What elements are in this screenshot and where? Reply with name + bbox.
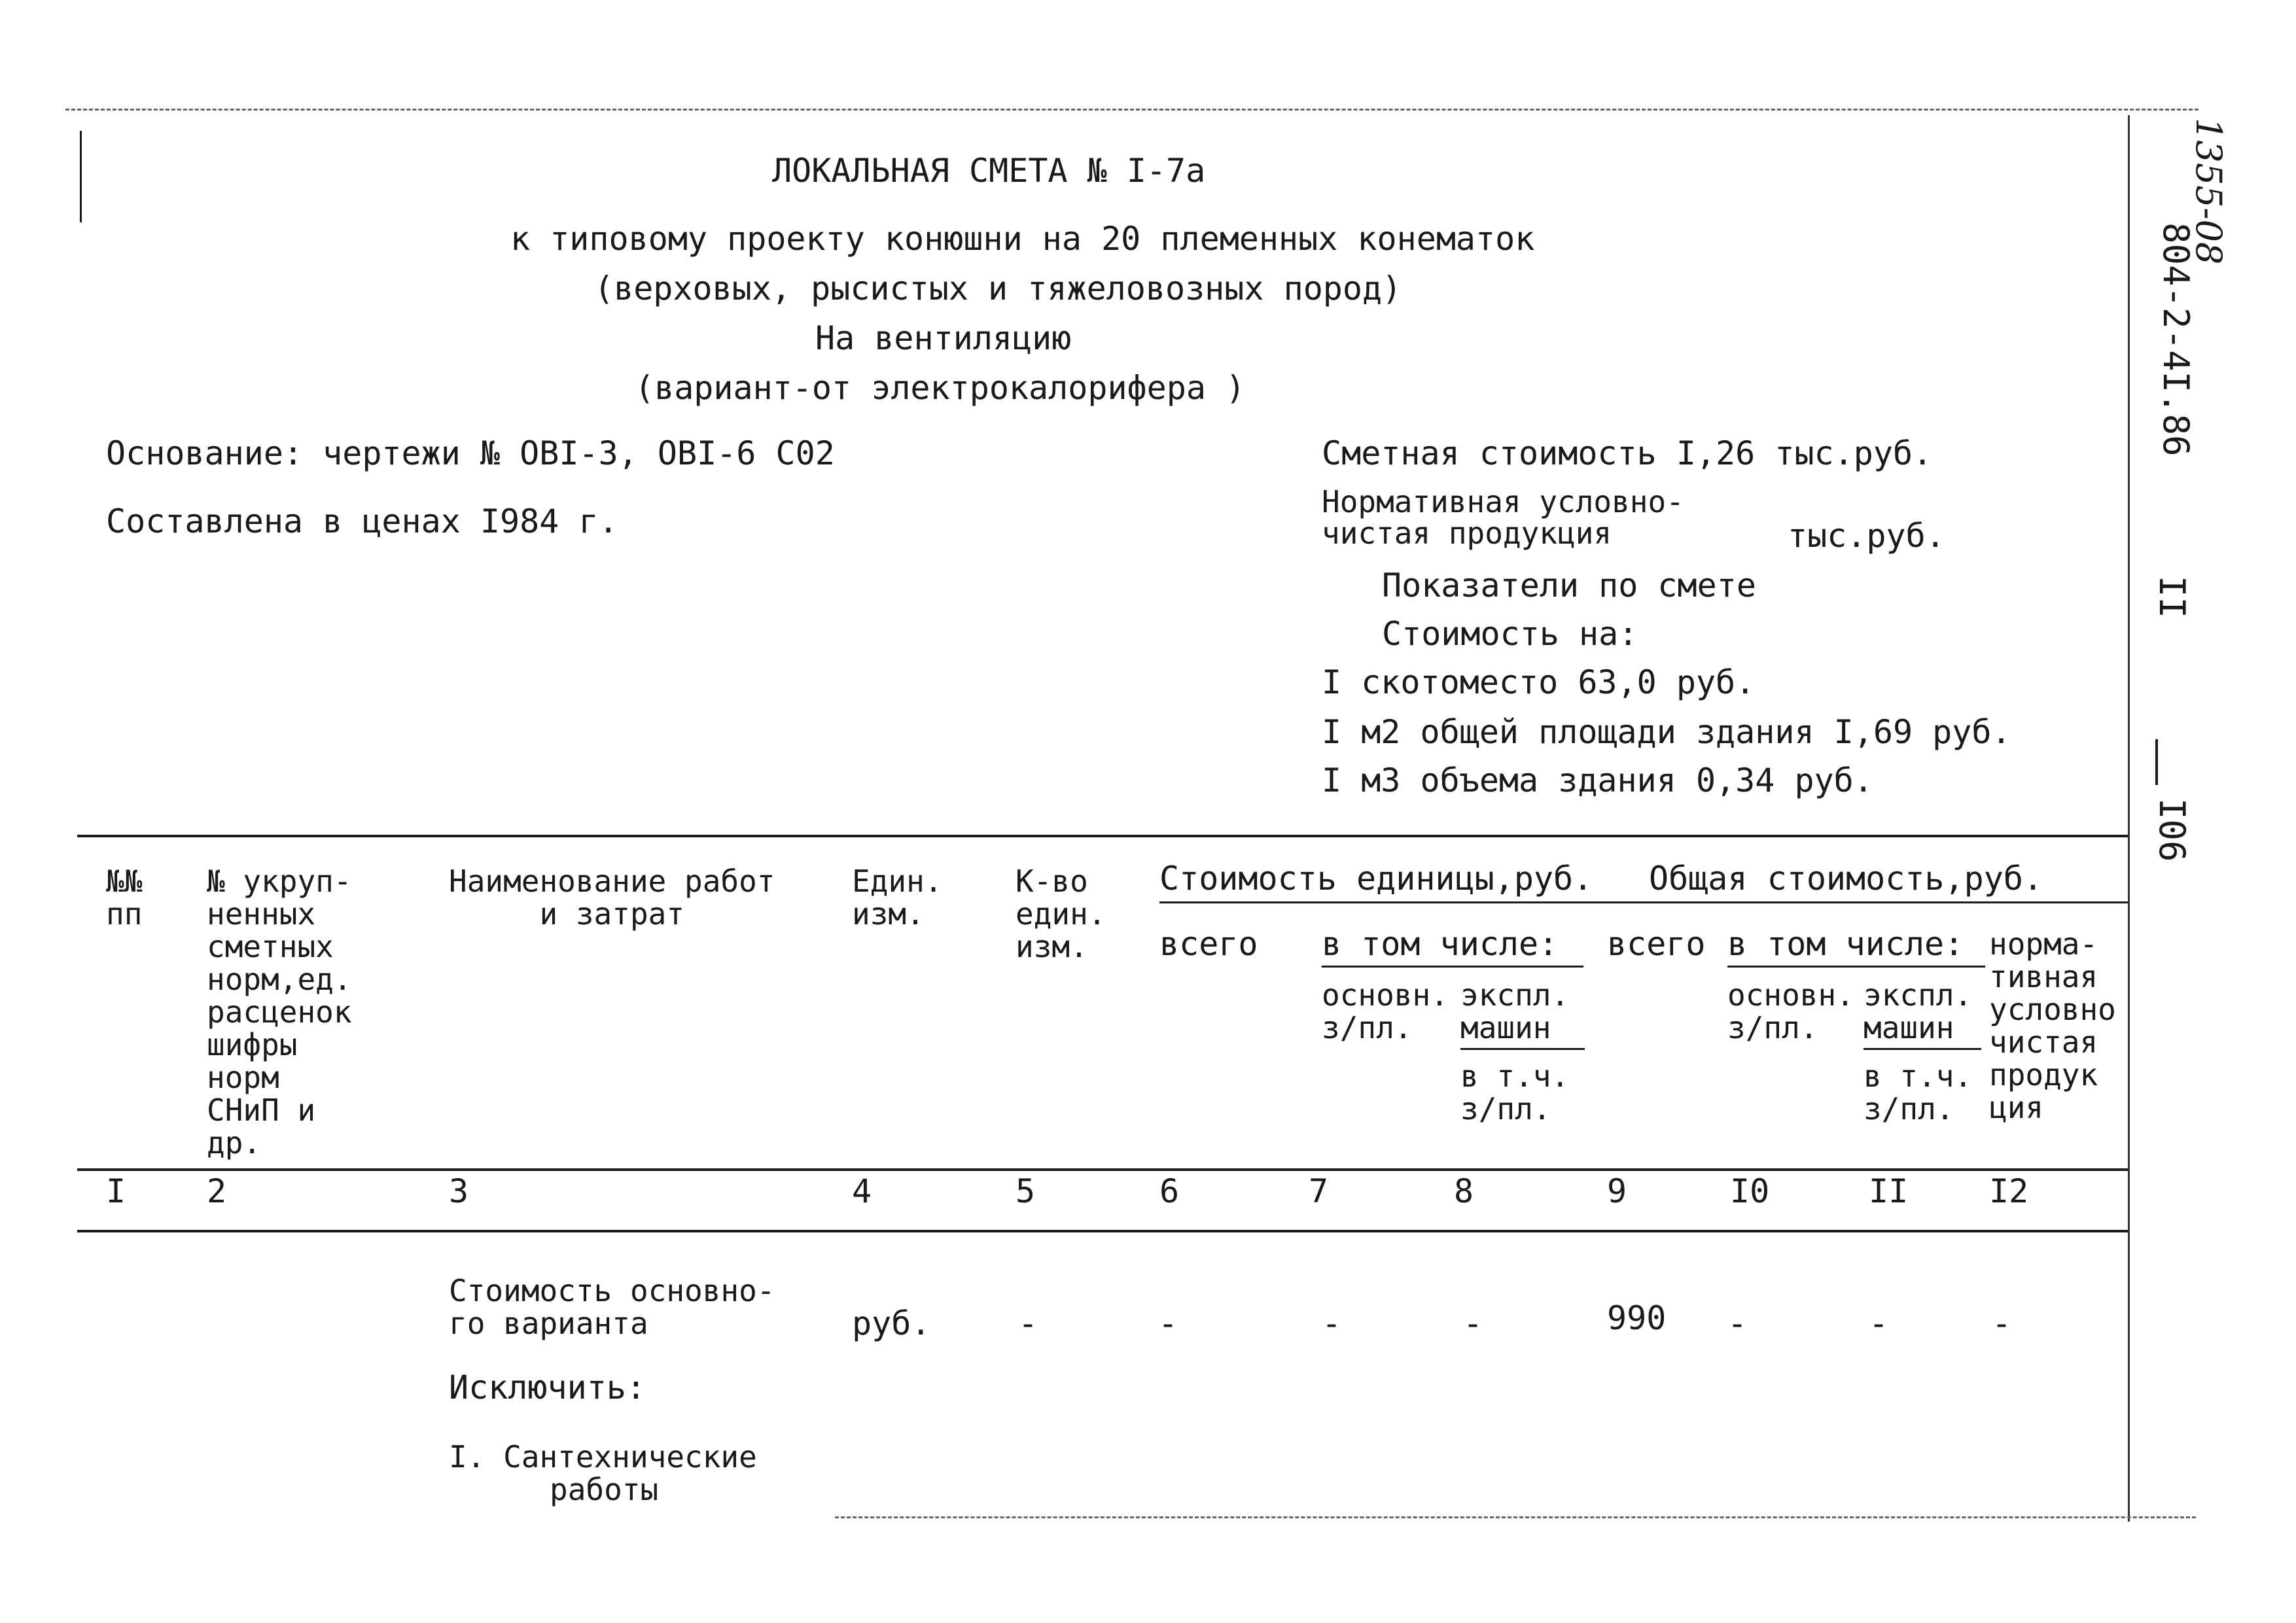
estimated-cost: Сметная стоимость I,26 тыс.руб. [1322, 434, 1933, 472]
handwritten-code: 1355-08 [2188, 118, 2229, 265]
header-total-machines: экспл. машин [1863, 977, 1973, 1045]
header-total-total: всего [1607, 925, 1706, 963]
item-1-name: I. Сантехнические работы [449, 1439, 757, 1507]
header-unit-incl-wage: в т.ч. з/пл. [1460, 1058, 1570, 1126]
header-normative: норма- тивная условно чистая продук ция [1989, 926, 2116, 1125]
header-total-incl-wage: в т.ч. з/пл. [1863, 1058, 1973, 1126]
header-col-1: №№ пп [106, 864, 143, 932]
right-frame-line [2128, 115, 2130, 1522]
row-1-unit-wage: - [1322, 1304, 1342, 1342]
side-dash [2155, 739, 2158, 785]
header-col-5: К-во един. изм. [1016, 864, 1106, 964]
unit-incl-underline [1322, 966, 1583, 968]
left-edge-mark [80, 131, 82, 222]
project-code: 804-2-4I.86 [2155, 222, 2197, 457]
col-number-4: 4 [852, 1172, 872, 1210]
col-number-12: I2 [1989, 1172, 2029, 1210]
col-number-8: 8 [1454, 1172, 1474, 1210]
subtitle-line-2: (верховых, рысистых и тяжеловозных пород) [594, 270, 1402, 307]
page-number: I06 [2151, 798, 2193, 862]
album-number: II [2151, 576, 2193, 619]
subtitle-line-3: На вентиляцию [815, 319, 1072, 357]
subtitle-line-4: (вариант-от электрокалорифера ) [635, 369, 1246, 407]
row-1-unit: руб. [852, 1304, 931, 1342]
prices-text: Составлена в ценах I984 г. [106, 502, 618, 540]
header-col-3: Наименование работ и затрат [449, 864, 775, 932]
header-unit-incl: в том числе: [1322, 925, 1559, 963]
cost-per-animal: I скотоместо 63,0 руб. [1322, 663, 1756, 701]
normative-unit: тыс.руб. [1788, 517, 1945, 555]
row-1-total-wage: - [1727, 1304, 1748, 1342]
header-total-incl: в том числе: [1727, 925, 1964, 963]
header-total-main-wage: основн. з/пл. [1727, 977, 1854, 1045]
header-group-underline [1159, 901, 2128, 903]
unit-mach-underline [1460, 1048, 1585, 1050]
indicators-title: Показатели по смете [1382, 567, 1756, 604]
col-number-7: 7 [1309, 1172, 1329, 1210]
header-unit-main-wage: основн. з/пл. [1322, 977, 1449, 1045]
col-number-1: I [106, 1172, 126, 1210]
col-number-11: II [1869, 1172, 1909, 1210]
row-1-unit-machines: - [1463, 1304, 1483, 1342]
table-top-line [77, 835, 2128, 837]
normative-line-1: Нормативная условно- [1322, 484, 1684, 519]
header-col-2: № укруп- ненных сметных норм,ед. расценок шифры норм СНиП и др. [207, 864, 352, 1161]
col-number-6: 6 [1159, 1172, 1180, 1210]
normative-line-2: чистая продукция [1322, 515, 1612, 551]
header-unit-total: всего [1159, 925, 1258, 963]
col-number-9: 9 [1607, 1172, 1627, 1210]
col-number-2: 2 [207, 1172, 227, 1210]
numbers-bottom-line [77, 1230, 2128, 1232]
row-1-normative: - [1992, 1304, 2012, 1342]
exclude-label: Исключить: [449, 1369, 646, 1406]
subtitle-line-1: к типовому проекту конюшни на 20 племенных конематок [510, 220, 1535, 258]
total-mach-underline [1863, 1048, 1981, 1050]
cost-per-m2: I м2 общей площади здания I,69 руб. [1322, 713, 2011, 751]
bottom-edge-line [835, 1516, 2196, 1520]
col-number-3: 3 [449, 1172, 469, 1210]
row-1-unit-total: - [1158, 1304, 1178, 1342]
header-col-4: Един. изм. [852, 864, 943, 932]
row-1-total: 990 [1607, 1299, 1667, 1337]
col-number-10: I0 [1730, 1172, 1770, 1210]
top-edge-line [65, 109, 2199, 113]
basis-text: Основание: чертежи № OBI-3, OBI-6 C02 [106, 434, 835, 472]
total-incl-underline [1727, 966, 1985, 968]
row-1-name: Стоимость основно- го варианта [449, 1273, 775, 1341]
cost-per-m3: I м3 объема здания 0,34 руб. [1322, 761, 1873, 799]
col-number-5: 5 [1016, 1172, 1036, 1210]
row-1-total-machines: - [1869, 1304, 1889, 1342]
header-unit-cost: Стоимость единицы,руб. [1159, 860, 1593, 898]
header-unit-machines: экспл. машин [1460, 977, 1570, 1045]
row-1-qty: - [1018, 1304, 1038, 1342]
header-total-cost: Общая стоимость,руб. [1649, 860, 2043, 898]
numbers-top-line [77, 1168, 2128, 1171]
document-title: ЛОКАЛЬНАЯ СМЕТА № I-7а [772, 152, 1206, 190]
cost-on-label: Стоимость на: [1382, 615, 1638, 653]
